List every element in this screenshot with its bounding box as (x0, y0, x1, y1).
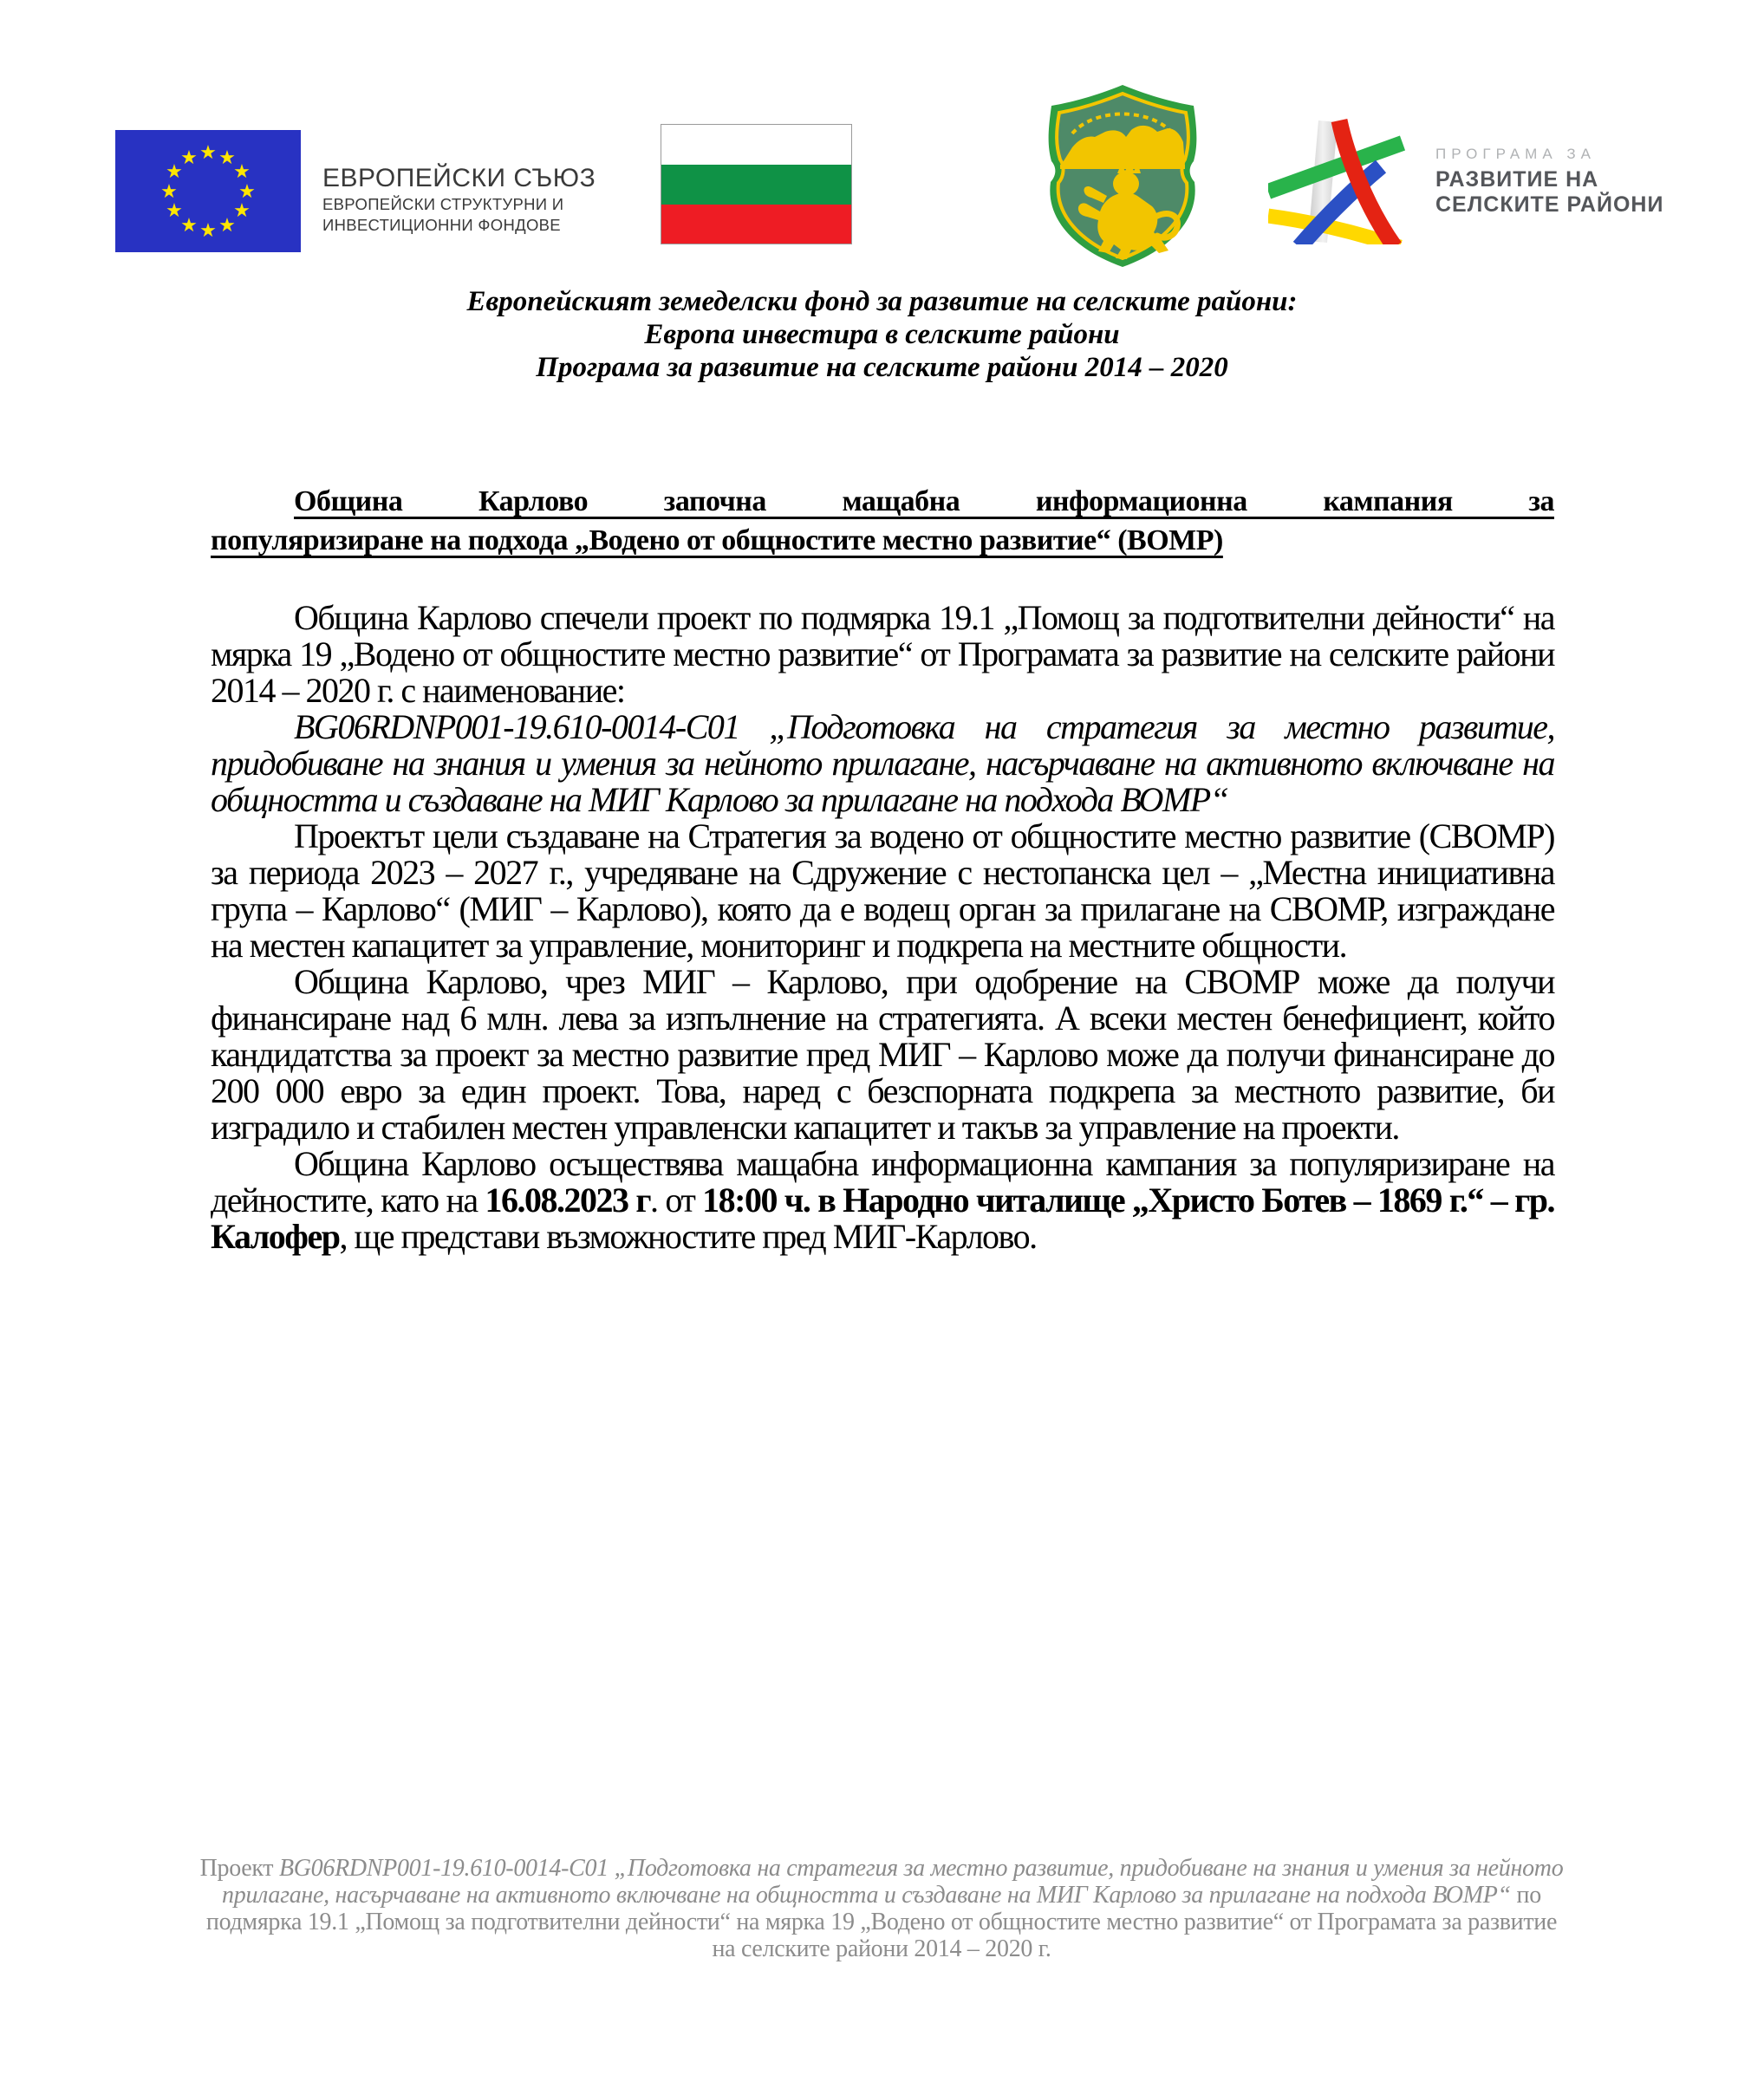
rdp-logo-line-2: РАЗВИТИЕ НА (1435, 167, 1599, 192)
bulgaria-flag-icon (661, 124, 852, 244)
document-body (211, 482, 1554, 1255)
eu-logo-title: ЕВРОПЕЙСКИ СЪЮЗ (322, 164, 596, 192)
svg-text:★: ★ (166, 200, 183, 222)
paragraph-campaign-event (211, 1146, 1554, 1255)
svg-text:★: ★ (180, 147, 198, 169)
bulgaria-flag-white-stripe (661, 125, 851, 165)
motto-line-1: Европейският земеделски фонд за развитие на селските райони: (466, 286, 1298, 317)
event-date: 16.08.2023 г (485, 1181, 650, 1220)
rdp-logo-line-1: ПРОГРАМА ЗА (1435, 146, 1596, 162)
svg-text:★: ★ (218, 215, 236, 237)
svg-text:★: ★ (218, 147, 236, 169)
rdp-logo-caption (1435, 146, 1663, 218)
campaign-text-run-1: Община Карлово осъществява мащабна информационна кампания за популяризиране на дейностите, като на (211, 1144, 1554, 1220)
svg-text:★: ★ (160, 181, 178, 203)
paragraph-funding: Община Карлово, чрез МИГ – Карлово, при одобрение на СВОМР може да получи финансиране над 6 млн. лева за изпълнение на стратегията. А всеки местен бенефициент, който кандидатства за проект за местно развитие пред МИГ – Карлово може да получи финансиране до 200 000 евро за един проект. Това, наред с безспорната подкрепа за местното развитие, би изградило и стабилен местен управленски капацитет и такъв за управление на проекти. (211, 962, 1554, 1147)
svg-text:★: ★ (199, 220, 217, 242)
footer-run-2: по подмярка 19.1 „Помощ за подготвителни дейности“ на мярка 19 „Водено от общностите местно развитие“ от Програмата за развитие на селските райони 2014 – 2020 г. (205, 1882, 1558, 1962)
rdp-programme-logo-icon (1268, 119, 1433, 244)
eu-logo-subtitle-1: ЕВРОПЕЙСКИ СТРУКТУРНИ И (322, 195, 564, 213)
paragraph-project-won: Община Карлово спечели проект по подмярка 19.1 „Помощ за подготвителни дейности“ на мярка 19 „Водено от общностите местно развитие“ от Програмата за развитие на селските райони 2014 – 2020 г. с наименование: (211, 598, 1554, 710)
footer-run-1: Проект (199, 1855, 279, 1882)
eu-flag-icon (115, 130, 301, 252)
document-title (211, 482, 1554, 560)
bulgaria-flag-red-stripe (661, 205, 851, 244)
motto-line-3: Програма за развитие на селските райони 2014 – 2020 (536, 352, 1228, 383)
paragraph-project-goals: Проектът цели създаване на Стратегия за водено от общностите местно развитие (СВОМР) за периода 2023 – 2027 г., учредяване на Сдружение с нестопанска цел – „Местна инициативна група – Карлово“ (МИГ – Карлово), която да е водещ орган за прилагане на СВОМР, изграждане на местен капацитет за управление, мониторинг и подкрепа на местните общности. (211, 816, 1554, 965)
motto-line-2: Европа инвестира в селските райони (644, 319, 1120, 350)
eu-logo-caption (322, 165, 596, 234)
rdp-logo-line-3: СЕЛСКИТЕ РАЙОНИ (1435, 192, 1664, 217)
svg-text:★: ★ (233, 200, 251, 222)
paragraph-project-name: BG06RDNP001-19.610-0014-C01 „Подготовка на стратегия за местно развитие, придобиване на знания и умения за нейното прилагане, насърчаване на активното включване на общността и създаване на МИГ Карлово за прилагане на подхода ВОМР“ (211, 707, 1554, 819)
svg-text:★: ★ (238, 181, 256, 203)
campaign-text-run-3: , ще представи възможностите пред МИГ-Карлово. (339, 1217, 1037, 1256)
svg-text:★: ★ (180, 215, 198, 237)
svg-text:★: ★ (166, 161, 183, 183)
funding-motto (0, 285, 1764, 384)
campaign-text-run-2: . от (650, 1181, 703, 1220)
event-time-place: 18:00 ч. в Народно читалище „Христо Ботев – 1869 г.“ – гр. Калофер (211, 1181, 1555, 1256)
document-title-line-1: Община Карлово започна мащабна информационна кампания за (294, 485, 1554, 517)
bulgaria-flag-green-stripe (661, 165, 851, 205)
footer-note (192, 1855, 1571, 1962)
eu-logo-subtitle-2: ИНВЕСТИЦИОННИ ФОНДОВЕ (322, 216, 561, 234)
svg-text:★: ★ (199, 142, 217, 164)
footer-project-name: BG06RDNP001-19.610-0014-C01 „Подготовка на стратегия за местно развитие, придобиване на знания и умения за нейното прилагане, насърчаване на активното включване на общността и създаване на МИГ Карлово за прилагане на подхода ВОМР“ (222, 1855, 1564, 1909)
svg-text:★: ★ (233, 161, 251, 183)
document-title-line-2: популяризиране на подхода „Водено от общностите местно развитие“ (ВОМР) (211, 524, 1223, 556)
karlovo-coat-of-arms-icon (1038, 80, 1207, 271)
